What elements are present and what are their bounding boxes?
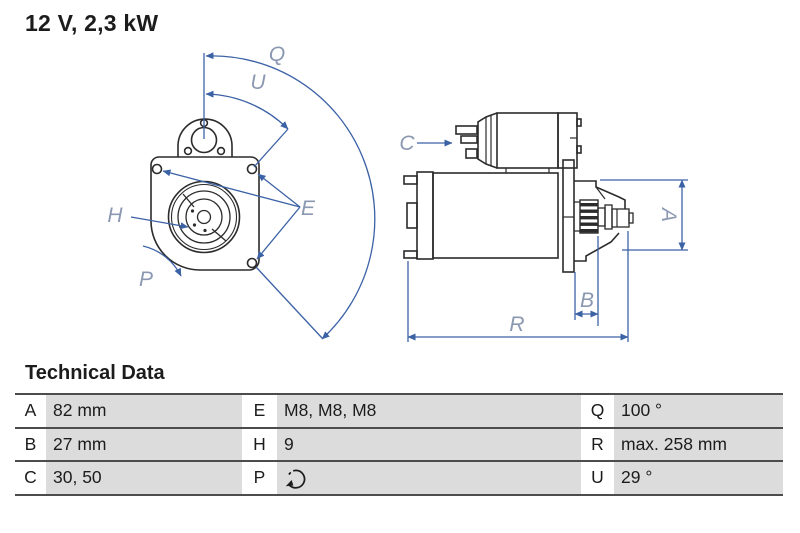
- front-view: [151, 119, 259, 270]
- spec-q-key: Q: [581, 395, 614, 427]
- solenoid-cap: [478, 113, 497, 168]
- tab-hole-left: [185, 148, 192, 155]
- spec-u-key: U: [581, 462, 614, 494]
- spec-u-value: 29 °: [614, 462, 783, 494]
- u-extension: [254, 129, 288, 167]
- solenoid-body: [497, 113, 558, 168]
- hole-extension: [256, 267, 322, 338]
- shaft-nub: [629, 213, 633, 223]
- spec-c-value: 30, 50: [46, 462, 242, 494]
- spec-p-value: [277, 462, 581, 494]
- label-e: E: [300, 197, 316, 220]
- technical-data-heading: Technical Data: [25, 362, 165, 384]
- spec-p-key: P: [242, 462, 277, 494]
- mounting-flange-plate: [563, 160, 574, 272]
- q-arc: [206, 56, 375, 339]
- through-bolt-top: [404, 176, 417, 184]
- motor-body: [433, 173, 558, 258]
- u-arc: [206, 94, 288, 129]
- spec-row-1: [15, 393, 783, 427]
- shaft-spacer: [605, 205, 612, 229]
- shaft-collar: [598, 208, 605, 226]
- label-a: A: [657, 207, 680, 223]
- tab-hole-right: [218, 148, 225, 155]
- dimension-labels: [107, 43, 680, 336]
- end-cap: [417, 172, 433, 259]
- drive-housing-bottom: [574, 233, 619, 261]
- spec-b-value: 27 mm: [46, 429, 242, 461]
- terminal-bottom: [466, 149, 477, 158]
- terminal-top: [456, 126, 477, 134]
- pinion-teeth: [580, 203, 598, 232]
- shaft-center-hole: [198, 211, 211, 224]
- label-c: C: [399, 132, 415, 155]
- spec-h-value: 9: [277, 429, 581, 461]
- bearing-ring-outer: [169, 182, 240, 253]
- rotation-ccw-icon: [284, 466, 308, 490]
- through-bolt-bottom: [404, 251, 417, 258]
- spec-c-key: C: [15, 462, 46, 494]
- hub-chamfer-lower: [212, 229, 226, 241]
- label-p: P: [138, 268, 154, 291]
- technical-data-table: [15, 393, 783, 496]
- spec-e-key: E: [242, 395, 277, 427]
- spec-row-2: [15, 427, 783, 461]
- spec-b-key: B: [15, 429, 46, 461]
- label-r: R: [509, 313, 525, 336]
- side-view: [404, 113, 633, 272]
- page-title: 12 V, 2,3 kW: [25, 10, 159, 36]
- cover-band: [407, 203, 417, 228]
- label-u: U: [250, 71, 266, 94]
- bolt-hole-bottom-right: [248, 259, 257, 268]
- spec-r-key: R: [581, 429, 614, 461]
- spec-r-value: max. 258 mm: [614, 429, 783, 461]
- bolt-hole-top-left: [153, 165, 162, 174]
- e-pointer-2: [257, 207, 300, 259]
- label-b: B: [579, 289, 595, 312]
- spec-e-value: M8, M8, M8: [277, 395, 581, 427]
- spec-h-key: H: [242, 429, 277, 461]
- h-pointer: [131, 217, 188, 227]
- bearing-ring-outer2: [172, 185, 237, 250]
- label-h: H: [107, 204, 123, 227]
- spec-a-value: 82 mm: [46, 395, 242, 427]
- spec-q-value: 100 °: [614, 395, 783, 427]
- spec-row-3: [15, 460, 783, 494]
- terminal-mid: [461, 136, 477, 143]
- spec-a-key: A: [15, 395, 46, 427]
- label-q: Q: [268, 43, 286, 66]
- pinion-cap: [612, 209, 629, 227]
